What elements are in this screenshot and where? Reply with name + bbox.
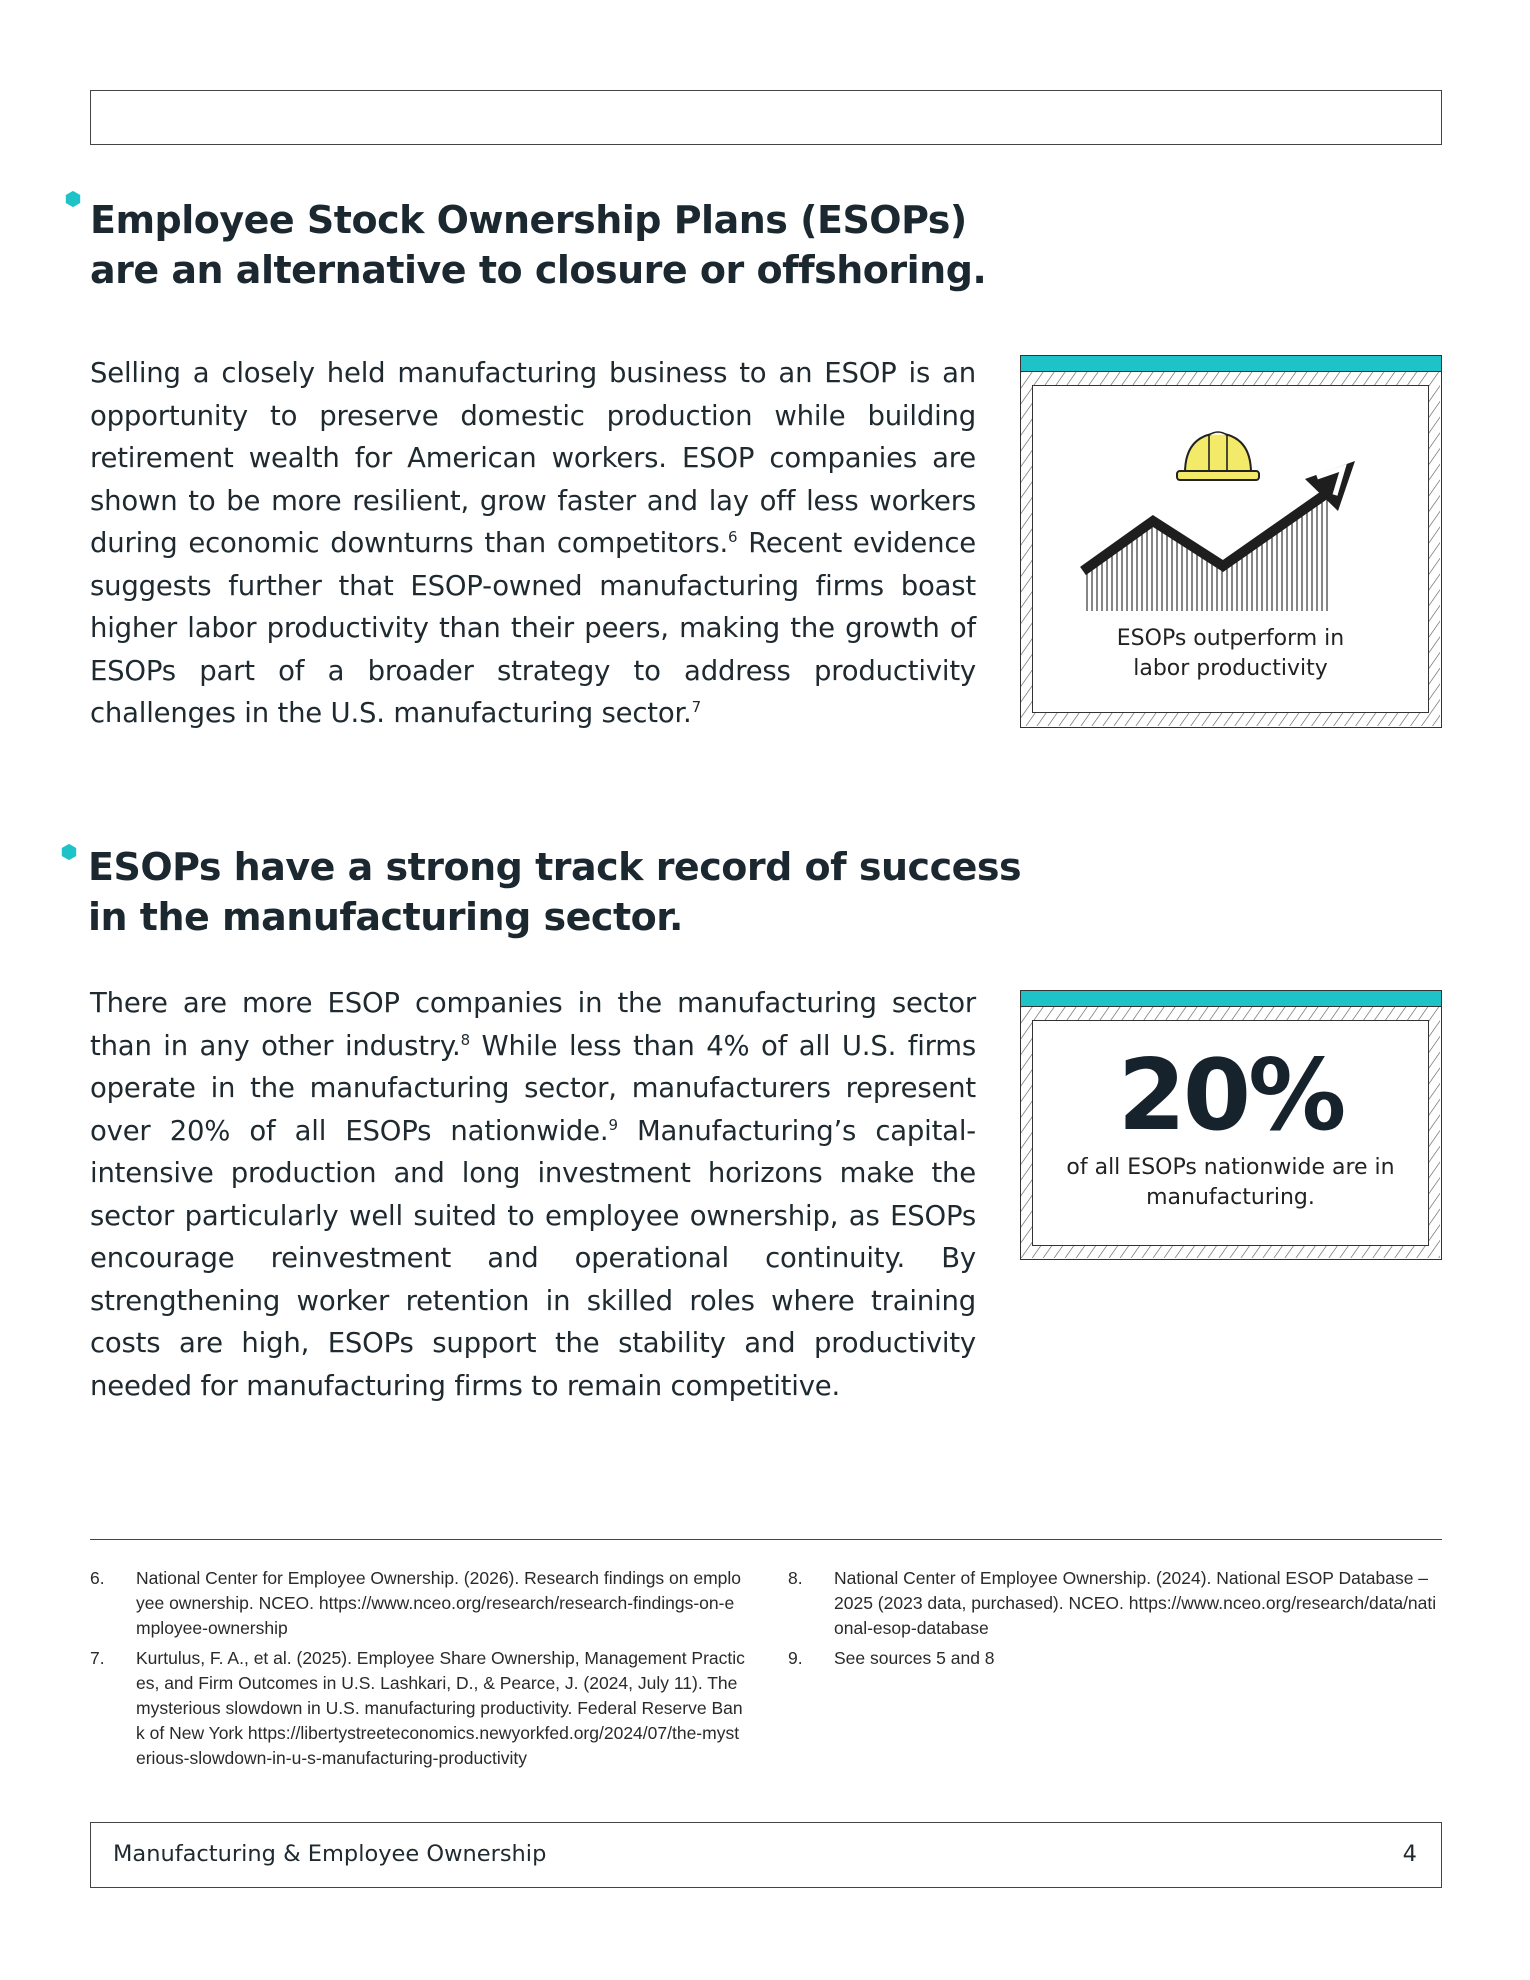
callout-caption: ESOPs outperform in labor productivity bbox=[1116, 626, 1345, 681]
callout-caption: of all ESOPs nationwide are in manufacturing. bbox=[1066, 1155, 1395, 1210]
callout-accent-bar bbox=[1021, 991, 1441, 1007]
section-heading-track-record bbox=[88, 842, 1021, 942]
heading-line: are an alternative to closure or offshoring. bbox=[90, 248, 987, 292]
section2-paragraph: There are more ESOP companies in the manufacturing sector than in any other industry.$^8$ While less than 4% of all U.S. firms operate in the manufacturing sector, manufacturers represent over 20% of all ESOPs nationwide.$^9$ Manufacturing’s capital-intensive production and long investment horizons make the sector particularly well suited to employee ownership, as ESOPs encourage reinvestment and operational continuity. By strengthening worker retention in skilled roles where training costs are high, ESOPs support the stability and productivity needed for manufacturing firms to remain competitive. bbox=[90, 987, 977, 1402]
hexagon-bullet-icon bbox=[64, 190, 82, 208]
footnote-ref: 6 bbox=[728, 527, 738, 546]
callout-accent-bar bbox=[1021, 356, 1441, 372]
section1-paragraph: Selling a closely held manufacturing business to an ESOP is an opportunity to preserve domestic production while building retirement wealth for American workers. ESOP companies are shown to be more resilient, grow faster and lay off less workers during economic downturns than competitors.$^6$ Recent evidence suggests further that ESOP-owned manufacturing firms boast higher labor productivity than their peers, making the growth of ESOPs part of a broader strategy to address productivity challenges in the U.S. manufacturing sector.$^7$ bbox=[90, 357, 976, 729]
footnote-ref: 8 bbox=[460, 1030, 470, 1049]
hexagon-bullet-icon bbox=[60, 843, 78, 861]
stat-callout-card bbox=[1020, 990, 1442, 1260]
footnote-ref: 7 bbox=[691, 697, 701, 716]
footnote-item: 8. National Center of Employee Ownership. (2024). National ESOP Database – 2025 (2023 data, purchased). NCEO. https://www.nceo.org/research/data/national-esop-database bbox=[788, 1568, 1437, 1638]
heading-line: ESOPs have a strong track record of success bbox=[88, 845, 1022, 889]
footnote-item: 7. Kurtulus, F. A., et al. (2025). Employee Share Ownership, Management Practices, and Firm Outcomes in U.S. Lashkari, D., & Pearce, J. (2024, July 11). The mysterious slowdown in U.S. manufacturing productivity. Federal Reserve Bank of New York https://libertystreeteconomics.newyorkfed.org/2024/07/the-mysterious-slowdown-in-u-s-manufacturing-productivity bbox=[90, 1648, 745, 1768]
hard-hat-icon bbox=[1177, 432, 1259, 480]
footnotes-left bbox=[90, 1566, 745, 1776]
footnote-item: 9. See sources 5 and 8 bbox=[788, 1648, 995, 1668]
stat-value: 20% bbox=[1117, 1039, 1344, 1153]
footnote-ref: 9 bbox=[608, 1115, 618, 1134]
page-number: 4 bbox=[1402, 1841, 1417, 1867]
trend-arrow-icon bbox=[1073, 411, 1393, 611]
productivity-callout-card bbox=[1020, 355, 1442, 728]
footnotes-right bbox=[788, 1566, 1442, 1676]
footer-title: Manufacturing & Employee Ownership bbox=[113, 1841, 547, 1867]
heading-line: Employee Stock Ownership Plans (ESOPs) bbox=[90, 198, 967, 242]
page-footer bbox=[90, 1822, 1442, 1888]
section-heading-esop-alternative bbox=[90, 195, 986, 295]
footnote-divider bbox=[90, 1539, 1442, 1540]
heading-line: in the manufacturing sector. bbox=[88, 895, 683, 939]
footnote-item: 6. National Center for Employee Ownership. (2026). Research findings on employee ownership. NCEO. https://www.nceo.org/research/research-findings-on-employee-ownership bbox=[90, 1568, 742, 1638]
header-frame bbox=[90, 90, 1442, 145]
